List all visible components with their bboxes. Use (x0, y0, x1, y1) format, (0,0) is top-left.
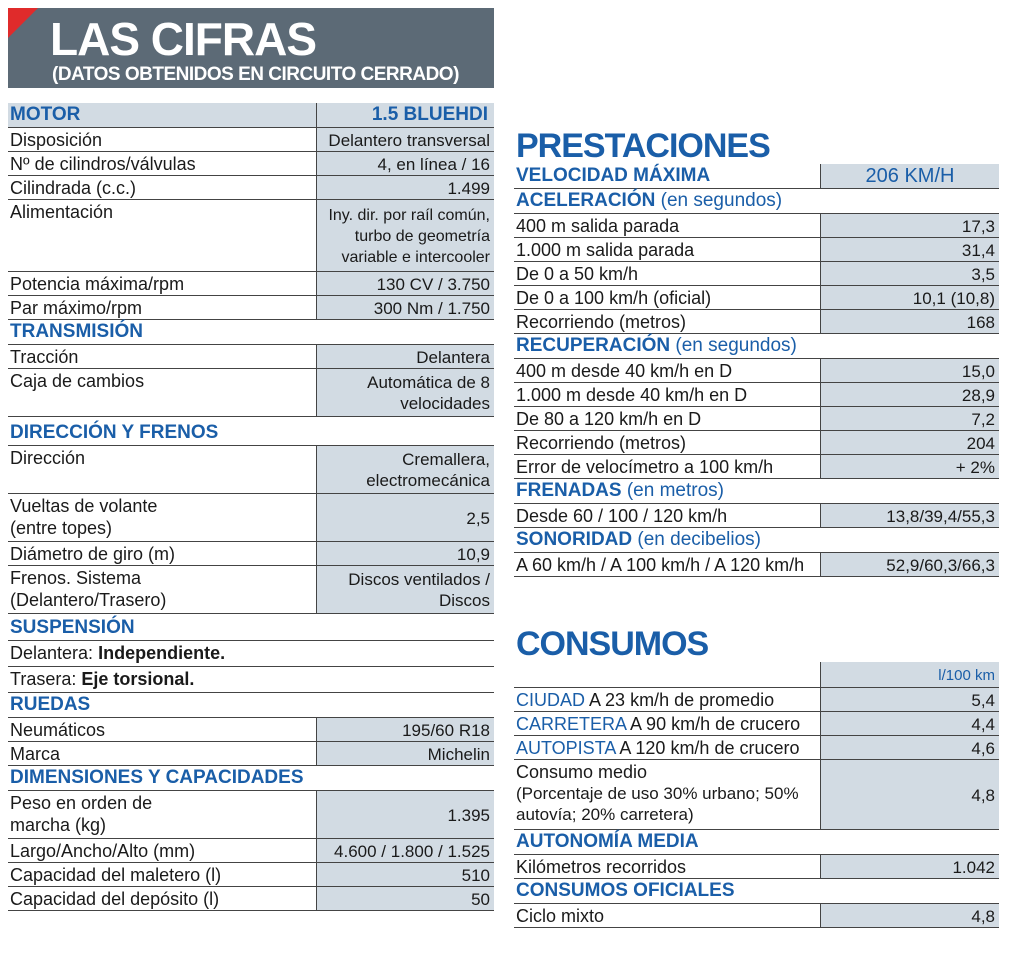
table-row (514, 383, 999, 407)
row-value: 50 (316, 887, 494, 910)
table-row (8, 176, 494, 200)
table-row (514, 431, 999, 455)
row-label: A 60 km/h / A 100 km/h / A 120 km/h (516, 555, 805, 575)
row-value: Discos ventilados / Discos (316, 566, 494, 613)
row-value: 4,6 (820, 736, 999, 759)
section-heading: MOTOR (10, 104, 81, 125)
row-label: Largo/Ancho/Alto (mm) (10, 841, 196, 861)
section-vmax (514, 164, 999, 189)
table-row (8, 200, 494, 272)
row-label: Recorriendo (metros) (516, 433, 687, 453)
row-value: 130 CV / 3.750 (316, 272, 494, 295)
section-unit: (en segundos) (675, 335, 797, 356)
row-label: Capacidad del maletero (l) (10, 865, 222, 885)
row-value: 52,9/60,3/66,3 (820, 553, 999, 576)
row-label: Cilindrada (c.c.) (10, 178, 137, 198)
row-label: Par máximo/rpm (10, 298, 143, 318)
rear-value: Eje torsional. (81, 669, 195, 689)
row-value: 300 Nm / 1.750 (316, 296, 494, 319)
row-label (8, 667, 494, 692)
section-motor (8, 103, 494, 128)
section-aceleracion (514, 189, 999, 214)
row-value: 10,9 (316, 542, 494, 565)
row-label: Error de velocímetro a 100 km/h (516, 457, 774, 477)
page-title: LAS CIFRAS (50, 13, 316, 65)
row-value: 3,5 (820, 262, 999, 285)
prestaciones-title: PRESTACIONES (516, 127, 770, 165)
medio-label: Consumo medio (516, 762, 648, 782)
table-row (8, 369, 494, 417)
section-heading: FRENADAS (516, 480, 622, 501)
table-row (514, 688, 999, 712)
section-unit: (en metros) (626, 480, 724, 501)
table-row (8, 742, 494, 766)
section-sonoridad (514, 528, 999, 553)
header-banner (8, 8, 494, 88)
row-label: Caja de cambios (10, 371, 145, 391)
row-label: Ciclo mixto (516, 906, 605, 926)
row-label (8, 641, 494, 666)
table-row (514, 238, 999, 262)
row-value: 1.499 (316, 176, 494, 199)
row-value: 5,4 (820, 688, 999, 711)
vmax-value: 206 KM/H (820, 164, 999, 188)
section-heading: ACELERACIÓN (516, 190, 656, 211)
section-unit: (en segundos) (660, 190, 783, 211)
row-label: 400 m salida parada (516, 216, 680, 236)
red-corner-mark (8, 8, 38, 38)
table-row (8, 296, 494, 320)
row-label (514, 688, 820, 711)
row-key: CARRETERA (516, 714, 627, 734)
row-label: Marca (10, 744, 61, 764)
section-autonomia: AUTONOMÍA MEDIA (514, 830, 999, 855)
table-row (8, 152, 494, 176)
row-value: 168 (820, 310, 999, 333)
section-heading: RECUPERACIÓN (516, 335, 671, 356)
table-row (8, 641, 494, 667)
row-value: Automática de 8 velocidades (316, 369, 494, 416)
row-value: 10,1 (10,8) (820, 286, 999, 309)
row-label (514, 712, 820, 735)
row-text: A 23 km/h de promedio (589, 690, 775, 710)
row-key: AUTOPISTA (516, 738, 616, 758)
table-row (8, 863, 494, 887)
row-label: Neumáticos (10, 720, 106, 740)
row-label: Desde 60 / 100 / 120 km/h (516, 506, 728, 526)
section-dimensiones: DIMENSIONES Y CAPACIDADES (8, 766, 494, 791)
table-row (514, 553, 999, 577)
section-ruedas: RUEDAS (8, 693, 494, 718)
table-row (8, 718, 494, 742)
table-row (8, 887, 494, 911)
section-consumos-oficiales: CONSUMOS OFICIALES (514, 879, 999, 904)
table-row (8, 839, 494, 863)
row-value: 4, en línea / 16 (316, 152, 494, 175)
row-value: + 2% (820, 455, 999, 478)
row-value: 31,4 (820, 238, 999, 261)
table-row (8, 667, 494, 693)
unit-header: l/100 km (820, 662, 999, 687)
table-row (514, 712, 999, 736)
row-label: 1.000 m desde 40 km/h en D (516, 385, 748, 405)
row-label: Alimentación (10, 202, 114, 222)
row-value: Cremallera, electromecánica (316, 446, 494, 493)
row-value: Delantera (316, 345, 494, 368)
row-label: Vueltas de volante (entre topes) (10, 496, 158, 538)
rear-label: Trasera: (10, 669, 77, 689)
row-label: 1.000 m salida parada (516, 240, 695, 260)
row-value: 17,3 (820, 214, 999, 237)
page-subtitle: (DATOS OBTENIDOS EN CIRCUITO CERRADO) (52, 64, 459, 85)
row-label: Disposición (10, 130, 103, 150)
row-label: Frenos. Sistema (Delantero/Trasero) (10, 568, 167, 610)
row-value: 28,9 (820, 383, 999, 406)
table-row (514, 855, 999, 879)
row-value: 13,8/39,4/55,3 (820, 504, 999, 527)
row-value: 4,8 (820, 760, 999, 829)
row-value: 1.395 (316, 791, 494, 838)
row-label: De 0 a 100 km/h (oficial) (516, 288, 712, 308)
table-row (8, 566, 494, 614)
table-row (8, 542, 494, 566)
row-value: 4,8 (820, 904, 999, 927)
row-value: Michelin (316, 742, 494, 765)
row-value: Delantero transversal (316, 128, 494, 151)
consumos-title: CONSUMOS (516, 625, 709, 663)
section-transmision: TRANSMISIÓN (8, 320, 494, 345)
row-label: Tracción (10, 347, 79, 367)
table-row (514, 904, 999, 928)
row-label: Potencia máxima/rpm (10, 274, 185, 294)
row-value: 1.042 (820, 855, 999, 878)
row-text: A 120 km/h de crucero (619, 738, 800, 758)
table-row (8, 128, 494, 152)
table-row (8, 494, 494, 542)
row-value: 4,4 (820, 712, 999, 735)
table-row (514, 760, 999, 830)
row-label (514, 662, 820, 687)
section-recuperacion (514, 334, 999, 359)
table-row (514, 286, 999, 310)
section-direccion: DIRECCIÓN Y FRENOS (8, 421, 494, 446)
row-label: De 0 a 50 km/h (516, 264, 639, 284)
row-label: Nº de cilindros/válvulas (10, 154, 196, 174)
section-suspension: SUSPENSIÓN (8, 616, 494, 641)
medio-note: (Porcentaje de uso 30% urbano; 50% autovía; 20% carretera) (516, 784, 799, 824)
table-row (514, 504, 999, 528)
table-row (8, 446, 494, 494)
section-heading: SONORIDAD (516, 529, 633, 550)
table-row (8, 272, 494, 296)
consumos-column (514, 626, 999, 928)
table-row (514, 407, 999, 431)
row-value: 2,5 (316, 494, 494, 541)
row-value: 4.600 / 1.800 / 1.525 (316, 839, 494, 862)
table-row (514, 455, 999, 479)
prestaciones-column (514, 128, 999, 577)
row-label: De 80 a 120 km/h en D (516, 409, 702, 429)
front-label: Delantera: (10, 643, 94, 663)
row-value: 204 (820, 431, 999, 454)
row-label: Diámetro de giro (m) (10, 544, 176, 564)
front-value: Independiente. (98, 643, 226, 663)
row-value: Iny. dir. por raíl común, turbo de geometría variable e intercooler (316, 200, 494, 271)
row-label: Capacidad del depósito (l) (10, 889, 220, 909)
row-label (514, 736, 820, 759)
section-unit: (en decibelios) (637, 529, 761, 550)
table-row (8, 791, 494, 839)
table-row (8, 345, 494, 369)
row-label: Recorriendo (metros) (516, 312, 687, 332)
table-row (514, 662, 999, 688)
row-label: Kilómetros recorridos (516, 857, 687, 877)
engine-name: 1.5 BLUEHDI (316, 103, 494, 127)
table-row (514, 310, 999, 334)
row-text: A 90 km/h de crucero (630, 714, 801, 734)
row-value: 510 (316, 863, 494, 886)
row-label: Dirección (10, 448, 86, 468)
row-value: 7,2 (820, 407, 999, 430)
row-label: 400 m desde 40 km/h en D (516, 361, 733, 381)
table-row (514, 359, 999, 383)
row-label: Peso en orden de marcha (kg) (10, 793, 153, 835)
row-value: 15,0 (820, 359, 999, 382)
row-label (514, 760, 820, 829)
specs-column (8, 103, 494, 911)
table-row (514, 736, 999, 760)
table-row (514, 262, 999, 286)
table-row (514, 214, 999, 238)
section-frenadas (514, 479, 999, 504)
vmax-label: VELOCIDAD MÁXIMA (516, 165, 711, 186)
row-value: 195/60 R18 (316, 718, 494, 741)
row-key: CIUDAD (516, 690, 586, 710)
